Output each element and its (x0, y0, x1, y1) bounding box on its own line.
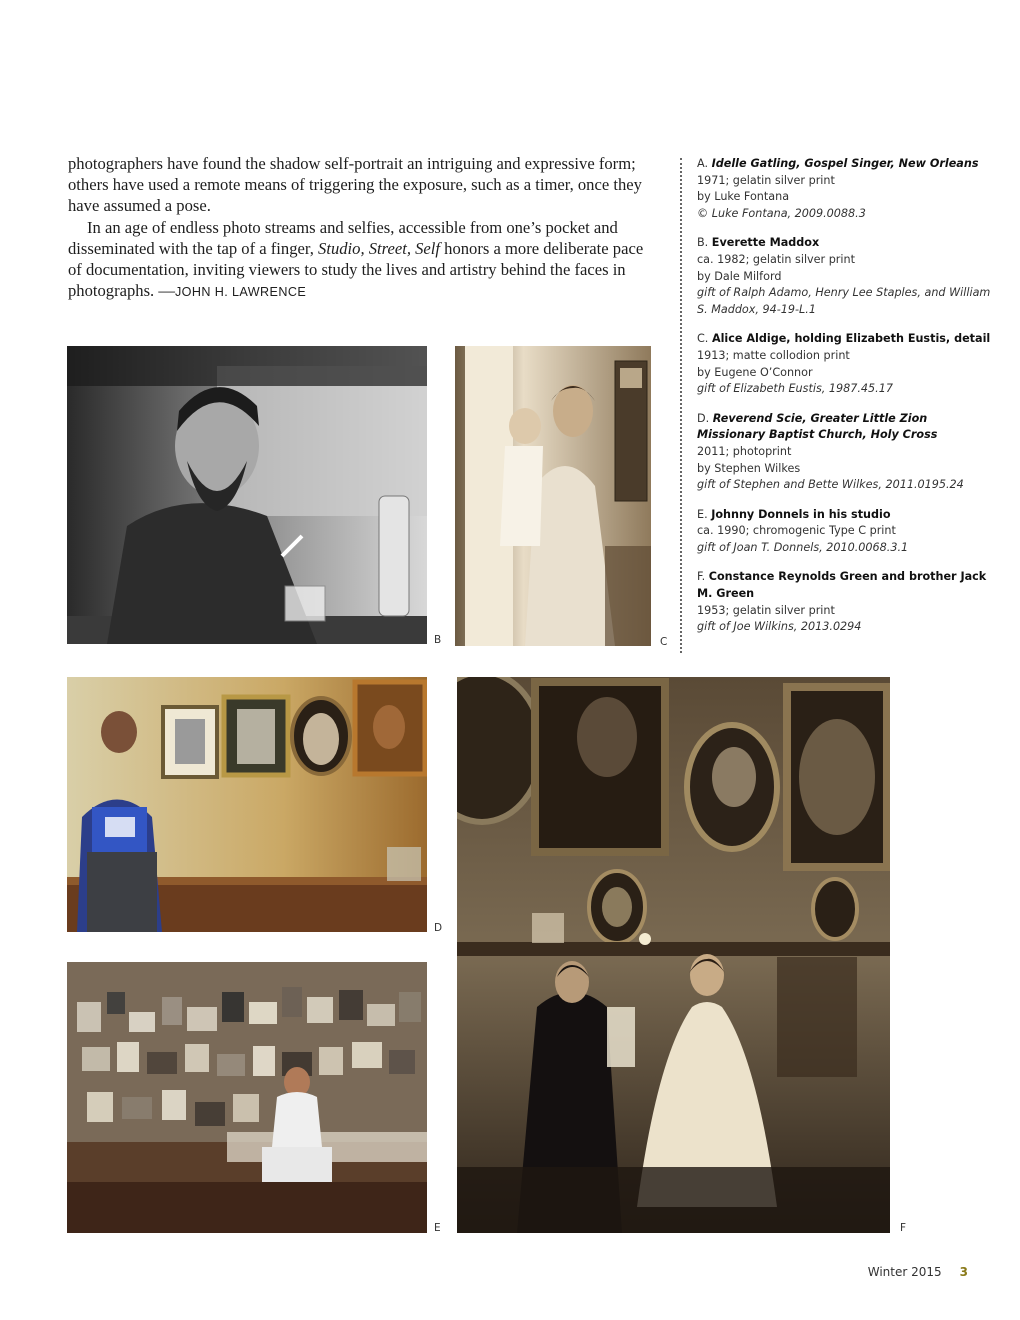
caption-credit-line: gift of Ralph Adamo, Henry Lee Staples, and William S. Maddox, 94-19-L.1 (697, 286, 991, 316)
caption-title: Constance Reynolds Green and brother Jack M. Green (697, 570, 987, 601)
caption-d (697, 411, 997, 494)
caption-title: Johnny Donnels in his studio (711, 507, 891, 521)
photo-d-reverend-scie (67, 677, 427, 932)
caption-letter: D. (697, 411, 713, 425)
paragraph-2: In an age of endless photo streams and selfies, accessible from one’s pocket and disseminated with the tap of a finger, Studio, Street, Self honors a more deliberate pace of documentation, inviting viewers to study the lives and artistry behind the faces in photographs. —JOHN H. LAWRENCE (68, 217, 644, 301)
caption-b (697, 235, 997, 318)
caption-divider (680, 158, 682, 653)
paragraph-1: photographers have found the shadow self-portrait an intriguing and expressive form; others have used a remote means of triggering the exposure, such as a timer, once they have assumed a pose. (68, 154, 642, 216)
photo-d-label: D (434, 922, 443, 934)
caption-letter: F. (697, 570, 709, 584)
caption-f (697, 569, 997, 635)
caption-detail-line: by Eugene O’Connor (697, 365, 813, 379)
captions-column (697, 156, 997, 649)
caption-title: Reverend Scie, Greater Little Zion Missionary Baptist Church, Holy Cross (697, 411, 938, 442)
caption-heading (697, 411, 997, 444)
caption-heading (697, 235, 997, 252)
photo-c-label: C (660, 636, 668, 648)
caption-credit-line: gift of Elizabeth Eustis, 1987.45.17 (697, 382, 893, 396)
caption-detail-line: by Dale Milford (697, 269, 782, 283)
caption-credit-line: gift of Stephen and Bette Wilkes, 2011.0195.24 (697, 478, 964, 492)
caption-letter: E. (697, 507, 712, 521)
caption-letter: A. (697, 157, 712, 170)
caption-detail-line: ca. 1982; gelatin silver print (697, 252, 855, 266)
page-number: 3 (959, 1265, 968, 1279)
page-footer (868, 1265, 968, 1279)
caption-title: Idelle Gatling, Gospel Singer, New Orleans (711, 157, 979, 170)
caption-letter: B. (697, 236, 712, 250)
caption-c (697, 331, 997, 397)
caption-detail-line: 1953; gelatin silver print (697, 603, 835, 617)
caption-detail-line: by Stephen Wilkes (697, 461, 801, 475)
caption-title: Alice Aldige, holding Elizabeth Eustis, detail (711, 332, 991, 346)
caption-credit-line: gift of Joe Wilkins, 2013.0294 (697, 620, 862, 634)
caption-heading (697, 507, 997, 524)
exhibition-title: Studio, Street, Self (318, 238, 441, 258)
caption-detail-line: ca. 1990; chromogenic Type C print (697, 524, 896, 538)
caption-detail-line: 2011; photoprint (697, 444, 792, 458)
photo-e-label: E (434, 1222, 441, 1234)
caption-title: Everette Maddox (711, 236, 820, 250)
caption-detail-line: by Luke Fontana (697, 190, 790, 204)
photo-f-label: F (900, 1222, 907, 1234)
caption-e (697, 507, 997, 557)
caption-heading (697, 156, 997, 173)
caption-a (697, 156, 997, 222)
issue-label: Winter 2015 (867, 1265, 942, 1279)
caption-detail-line: 1913; matte collodion print (697, 348, 850, 362)
caption-credit-line: © Luke Fontana, 2009.0088.3 (697, 206, 866, 220)
photo-b-everette-maddox (67, 346, 427, 644)
caption-heading (697, 331, 997, 348)
photo-e-johnny-donnels (67, 962, 427, 1233)
photo-f-constance-and-jack-green (457, 677, 890, 1233)
article-body (68, 153, 646, 303)
caption-letter: C. (697, 332, 712, 346)
caption-heading (697, 569, 997, 602)
author-signature: JOHN H. LAWRENCE (174, 285, 307, 300)
caption-credit-line: gift of Joan T. Donnels, 2010.0068.3.1 (697, 540, 909, 554)
photo-c-alice-aldige (455, 346, 651, 646)
caption-detail-line: 1971; gelatin silver print (697, 173, 835, 187)
photo-b-label: B (434, 634, 442, 646)
